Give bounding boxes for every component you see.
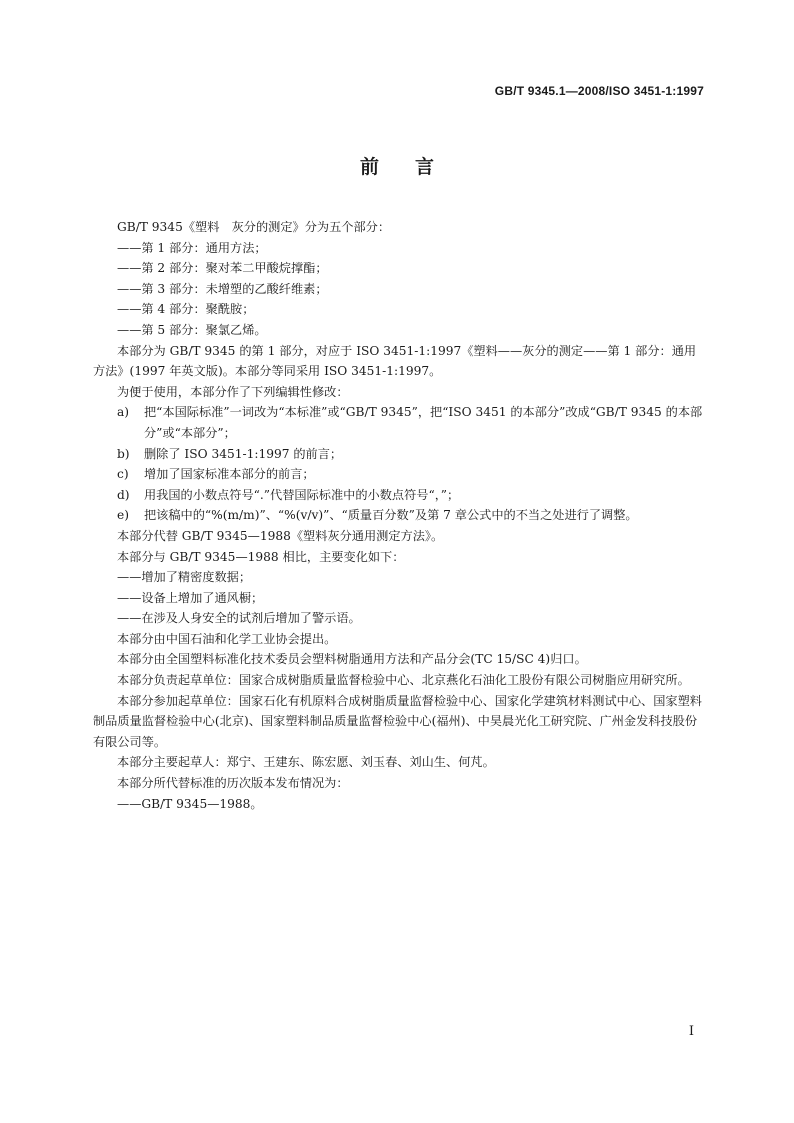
list-item-b — [117, 444, 703, 465]
foreword-body — [93, 217, 703, 814]
list-label-e: e) — [117, 508, 129, 523]
paragraph-editorial-intro: 为便于使用，本部分作了下列编辑性修改： — [117, 384, 349, 399]
paragraph-changes-intro: 本部分与 GB/T 9345—1988 相比，主要变化如下： — [117, 549, 405, 564]
list-text-b: 删除了 ISO 3451-1:1997 的前言； — [144, 446, 343, 461]
dash-item-change-3: ——在涉及人身安全的试剂后增加了警示语。 — [117, 611, 361, 626]
list-item-d — [117, 485, 703, 506]
list-label-b: b) — [117, 446, 130, 461]
dash-item-change-1: ——增加了精密度数据； — [117, 570, 252, 585]
paragraph-proposed-by: 本部分由中国石油和化学工业协会提出。 — [117, 631, 337, 646]
list-label-d: d) — [117, 487, 130, 502]
paragraph-correspondence: 本部分为 GB/T 9345 的第 1 部分，对应于 ISO 3451-1:1997《塑料——灰分的测定——第 1 部分：通用方法》(1997 年英文版)。本部分等同采用 ISO 3451-1:1997。 — [93, 343, 697, 379]
list-text-c: 增加了国家标准本部分的前言； — [144, 467, 315, 482]
list-item-c — [117, 464, 703, 485]
paragraph-participating-units: 本部分参加起草单位：国家石化有机原料合成树脂质量监督检验中心、国家化学建筑材料测试中心、国家塑料制品质量监督检验中心(北京)、国家塑料制品质量监督检验中心(福州)、中昊晨光化工研究院、广州金发科技股份有限公司等。 — [93, 693, 702, 749]
list-item-e — [117, 505, 703, 526]
dash-item-part-3: ——第 3 部分：未增塑的乙酸纤维素； — [117, 281, 328, 296]
list-label-c: c) — [117, 467, 129, 482]
list-text-d: 用我国的小数点符号“.”代替国际标准中的小数点符号“，”； — [144, 487, 460, 502]
dash-item-part-2: ——第 2 部分：聚对苯二甲酸烷撑酯； — [117, 261, 328, 276]
paragraph-drafting-unit: 本部分负责起草单位：国家合成树脂质量监督检验中心、北京燕化石油化工股份有限公司树脂应用研究所。 — [117, 673, 690, 688]
paragraph-replaces: 本部分代替 GB/T 9345—1988《塑料灰分通用测定方法》。 — [117, 528, 444, 543]
dash-item-change-2: ——设备上增加了通风橱； — [117, 590, 264, 605]
dash-item-part-4: ——第 4 部分：聚酰胺； — [117, 302, 255, 317]
paragraph-parts-intro: GB/T 9345《塑料 灰分的测定》分为五个部分： — [117, 220, 391, 234]
list-text-e: 把该稿中的“%(m/m)”、“%(v/v)”、“质量百分数”及第 7 章公式中的不当之处进行了调整。 — [144, 508, 638, 523]
list-item-a — [117, 402, 703, 443]
paragraph-history-intro: 本部分所代替标准的历次版本发布情况为： — [117, 776, 349, 791]
dash-item-part-1: ——第 1 部分：通用方法； — [117, 240, 267, 255]
paragraph-under-jurisdiction: 本部分由全国塑料标准化技术委员会塑料树脂通用方法和产品分会(TC 15/SC 4)归口。 — [117, 652, 587, 667]
paragraph-drafters: 本部分主要起草人：郑宁、王建东、陈宏愿、刘玉春、刘山生、何芃。 — [117, 755, 495, 770]
list-text-a: 把“本国际标准”一词改为“本标准”或“GB/T 9345”，把“ISO 3451 的本部分”改成“GB/T 9345 的本部分”或“本部分”； — [144, 405, 703, 440]
standard-code-header: GB/T 9345.1—2008/ISO 3451-1:1997 — [494, 84, 704, 98]
dash-item-history-1: ——GB/T 9345—1988。 — [117, 796, 263, 811]
page-title: 前言 — [359, 156, 470, 178]
page-number: I — [688, 1024, 694, 1039]
dash-item-part-5: ——第 5 部分：聚氯乙烯。 — [117, 322, 267, 337]
list-label-a: a) — [117, 405, 130, 420]
